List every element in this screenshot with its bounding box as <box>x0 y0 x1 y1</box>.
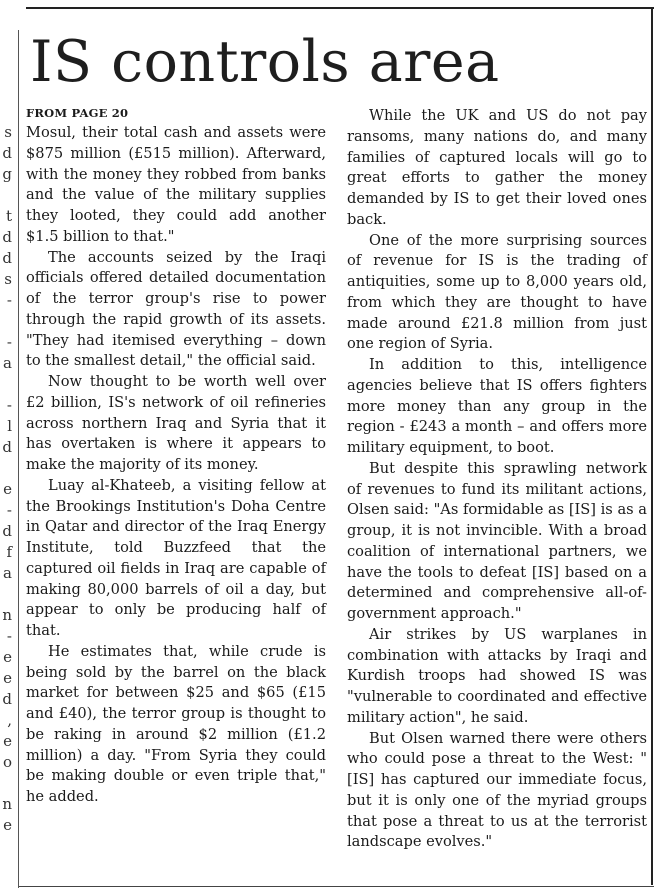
article-paragraph: Luay al-Khateeb, a visiting fellow at the Brookings Institution's Doha Centre in Qatar and director of the Iraq Energy Institute, told Buzzfeed that the captured oil fields in Iraq are capable of making 80,000 barrels of oil a day, but appear to only be producing half of that. <box>26 476 326 639</box>
fragment-char: f <box>6 543 12 561</box>
headline: IS controls area <box>30 29 500 95</box>
article-paragraph: But Olsen warned there were others who could pose a threat to the West: "[IS] has captured our immediate focus, but it is only one of the myriad groups that pose a threat to us at the terrorist landscape evolves." <box>347 729 647 851</box>
fragment-char: - <box>6 627 12 645</box>
fragment-char <box>0 374 12 395</box>
article-column-2 <box>347 106 647 853</box>
fragment-char: g <box>2 165 12 183</box>
article-paragraph: Air strikes by US warplanes in combination with attacks by Iraqi and Kurdish troops had showed IS was "vulnerable to coordinated and effective military action", he said. <box>347 625 647 726</box>
fragment-char: t <box>5 207 12 225</box>
fragment-char: a <box>3 564 12 582</box>
fragment-char: d <box>2 522 12 540</box>
fragment-char: s <box>4 123 12 141</box>
fragment-char: d <box>2 249 12 267</box>
article-paragraph: While the UK and US do not pay ransoms, many nations do, and many families of captured locals will go to great efforts to gather the money demanded by IS to get their loved ones back. <box>347 107 647 228</box>
article-paragraph: Mosul, their total cash and assets were $875 million (£515 million). Afterward, with the money they robbed from banks and the value of the military supplies they looted, they could add another $1.5 billion to that." <box>26 124 326 245</box>
fragment-char: - <box>6 291 12 309</box>
fragment-char: e <box>3 480 12 498</box>
jump-label: FROM PAGE 20 <box>26 106 129 120</box>
article-paragraph: The accounts seized by the Iraqi officials offered detailed documentation of the terror group's rise to power through the rapid growth of its assets. "They had itemised everything – down to the smallest detail," the official said. <box>26 248 326 370</box>
fragment-char: - <box>6 501 12 519</box>
fragment-char <box>0 458 12 479</box>
fragment-char: e <box>3 669 12 687</box>
article-paragraph: Now thought to be worth well over £2 billion, IS's network of oil refineries across northern Iraq and Syria that it has overtaken is where it appears to make the majority of its money. <box>26 373 326 473</box>
article-paragraph: In addition to this, intelligence agencies believe that IS offers fighters more money than any group in the region - £243 a month – and offers more military equipment, to boot. <box>347 356 647 456</box>
article-paragraph: He estimates that, while crude is being sold by the barrel on the black market for between $25 and $65 (£15 and £40), the terror group is thought to be raking in around $2 million (£1.2 million) a day. "From Syria they could be making double or even triple that," he added. <box>26 642 326 805</box>
fragment-char: e <box>3 648 12 666</box>
article-paragraph: One of the more surprising sources of revenue for IS is the trading of antiquities, some up to 8,000 years old, from which they are thought to have made around £21.8 million from just one region of Syria. <box>347 231 647 353</box>
fragment-char <box>0 584 12 605</box>
fragment-char: d <box>2 228 12 246</box>
column-separator <box>18 30 19 888</box>
fragment-char: s <box>4 270 12 288</box>
fragment-char: - <box>6 396 12 414</box>
fragment-char <box>0 773 12 794</box>
fragment-char: n <box>2 795 12 813</box>
fragment-char: e <box>3 732 12 750</box>
fragment-char: - <box>6 333 12 351</box>
fragment-char: o <box>2 753 12 771</box>
fragment-char: d <box>2 144 12 162</box>
fragment-char: n <box>2 606 12 624</box>
fragment-char <box>0 185 12 206</box>
top-rule <box>26 7 654 9</box>
fragment-char: e <box>3 816 12 834</box>
adjacent-article-fragments <box>0 122 12 836</box>
fragment-char: , <box>7 711 12 729</box>
bottom-rule <box>18 886 654 887</box>
fragment-char: l <box>7 417 12 435</box>
article-paragraph: But despite this sprawling network of revenues to fund its militant actions, Olsen said: "As formidable as [IS] is as a group, it is not invincible. With a broad coalition of international partners, we have the tools to defeat [IS] based on a determined and comprehensive all-of-government approach." <box>347 459 647 622</box>
fragment-char: d <box>2 690 12 708</box>
right-border <box>651 7 653 885</box>
fragment-char <box>0 311 12 332</box>
article-column-1 <box>26 103 326 808</box>
fragment-char: d <box>2 438 12 456</box>
fragment-char: a <box>3 354 12 372</box>
